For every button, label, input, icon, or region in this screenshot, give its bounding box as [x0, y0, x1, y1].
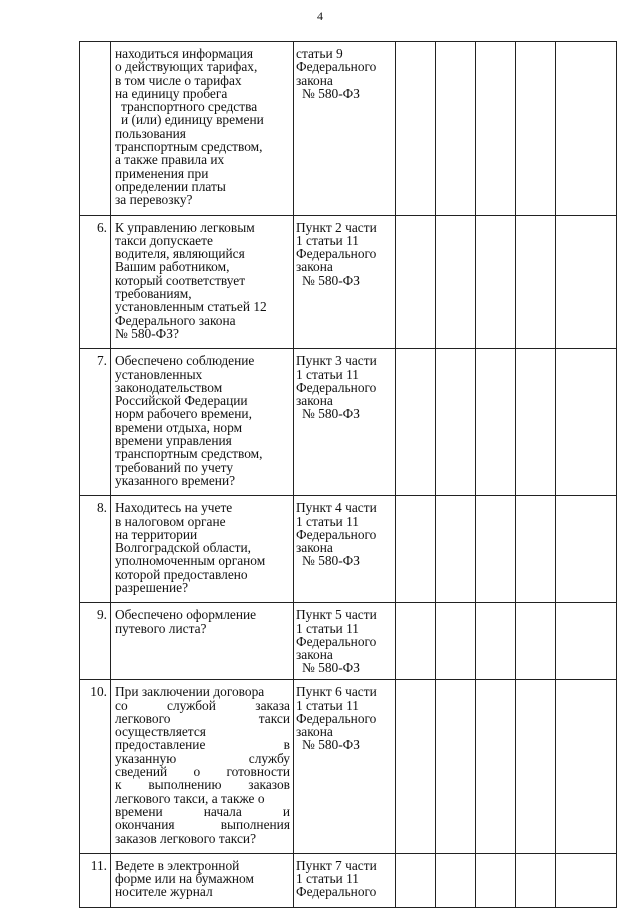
question-line: легкового такси [115, 710, 290, 726]
reference-line: закона [296, 259, 333, 275]
question-line: При заключении договора [115, 684, 265, 700]
reference-line: закона [296, 647, 333, 663]
reference-line: Пункт 5 части [296, 607, 377, 623]
question-line: со службой заказа [115, 697, 290, 713]
question-line: заказов легкового такси? [115, 830, 257, 846]
reference-line: Федерального [296, 59, 377, 75]
question-line: которой предоставлено [115, 566, 248, 582]
reference-line: Федерального [296, 246, 377, 262]
checklist-table [79, 41, 617, 908]
reference-line: 1 статьи 11 [296, 871, 359, 887]
answer-cell [396, 853, 436, 907]
answer-cell [516, 853, 556, 907]
question-line: Находитесь на учете [115, 500, 233, 516]
question-line: установленным статьей 12 [115, 299, 267, 315]
reference-line: № 580-ФЗ [302, 85, 360, 101]
reference-line: № 580-ФЗ [302, 406, 360, 422]
question-line: транспортным средством, [115, 139, 263, 155]
question-line: находиться информация [115, 46, 254, 61]
answer-cell [396, 496, 436, 603]
question-line: осуществляется [115, 724, 206, 740]
question-line: Федерального закона [115, 312, 236, 328]
question-cell [111, 680, 294, 854]
reference-line: 1 статьи 11 [296, 232, 359, 248]
table-row [80, 680, 617, 854]
question-line: уполномоченным органом [115, 553, 266, 569]
answer-cell [516, 680, 556, 854]
legal-reference-cell [294, 496, 396, 603]
question-cell [111, 215, 294, 349]
answer-cell [516, 496, 556, 603]
table-row [80, 215, 617, 349]
reference-line: Пункт 4 части [296, 500, 377, 516]
row-number: 11. [80, 853, 111, 907]
question-line: применения при [115, 165, 209, 181]
question-line: Вашим работником, [115, 259, 230, 275]
answer-cell [516, 215, 556, 349]
reference-line: Пункт 2 части [296, 219, 377, 235]
legal-reference-cell [294, 680, 396, 854]
row-number: 9. [80, 603, 111, 680]
question-line: на единицу пробега [115, 85, 228, 101]
reference-line: закона [296, 540, 333, 556]
question-line: времени начала и [115, 803, 290, 819]
answer-cell [556, 680, 617, 854]
reference-line: Федерального [296, 633, 377, 649]
question-line: указанного времени? [115, 472, 236, 488]
question-line: требований по учету [115, 459, 234, 475]
legal-reference-cell [294, 603, 396, 680]
legal-reference-cell [294, 349, 396, 496]
answer-cell [516, 603, 556, 680]
reference-line: закона [296, 724, 333, 740]
legal-reference-cell [294, 42, 396, 216]
row-number: 6. [80, 215, 111, 349]
reference-line: 1 статьи 11 [296, 366, 359, 382]
answer-cell [556, 603, 617, 680]
reference-line: Пункт 7 части [296, 857, 377, 873]
reference-line: закона [296, 393, 333, 409]
answer-cell [396, 680, 436, 854]
question-cell [111, 603, 294, 680]
answer-cell [436, 349, 476, 496]
reference-line: статьи 9 [296, 46, 343, 61]
answer-cell [396, 349, 436, 496]
answer-cell [396, 215, 436, 349]
question-line: времени управления [115, 433, 232, 449]
question-line: Обеспечено оформление [115, 607, 257, 623]
answer-cell [516, 42, 556, 216]
reference-line: Федерального [296, 710, 377, 726]
reference-line: № 580-ФЗ [302, 272, 360, 288]
answer-cell [556, 215, 617, 349]
reference-line: № 580-ФЗ [302, 737, 360, 753]
table-row [80, 496, 617, 603]
answer-cell [396, 603, 436, 680]
answer-cell [396, 42, 436, 216]
row-number: 10. [80, 680, 111, 854]
page-number: 4 [317, 9, 323, 23]
question-cell [111, 853, 294, 907]
answer-cell [476, 42, 516, 216]
answer-cell [436, 215, 476, 349]
question-line: указанную службу [115, 750, 290, 766]
question-line: сведений о готовности [115, 764, 290, 780]
answer-cell [436, 853, 476, 907]
question-line: путевого листа? [115, 620, 207, 636]
answer-cell [556, 349, 617, 496]
question-line: форме или на бумажном [115, 871, 254, 887]
reference-line: 1 статьи 11 [296, 620, 359, 636]
reference-line: Федерального [296, 379, 377, 395]
question-line: Обеспечено соблюдение [115, 353, 255, 369]
question-line: к выполнению заказов [115, 777, 290, 793]
reference-line: 1 статьи 11 [296, 513, 359, 529]
legal-reference-cell [294, 853, 396, 907]
reference-line: № 580-ФЗ [302, 553, 360, 569]
question-line: транспортным средством, [115, 446, 263, 462]
question-line: окончания выполнения [115, 817, 290, 833]
answer-cell [436, 496, 476, 603]
question-line: водителя, являющийся [115, 246, 245, 262]
answer-cell [476, 215, 516, 349]
question-line: за перевозку? [115, 192, 193, 208]
reference-line: Федерального [296, 526, 377, 542]
question-line: времени отдыха, норм [115, 419, 243, 435]
answer-cell [476, 603, 516, 680]
question-line: требованиям, [115, 286, 192, 302]
table-row [80, 853, 617, 907]
reference-line: 1 статьи 11 [296, 697, 359, 713]
row-number: 8. [80, 496, 111, 603]
answer-cell [556, 496, 617, 603]
question-line: в том числе о тарифах [115, 72, 242, 88]
reference-line: № 580-ФЗ [302, 660, 360, 676]
answer-cell [436, 603, 476, 680]
question-line: Российской Федерации [115, 393, 248, 409]
reference-line: Федерального [296, 884, 377, 900]
question-line: определении платы [115, 178, 226, 194]
question-line: законодательством [115, 379, 223, 395]
question-line: в налоговом органе [115, 513, 226, 529]
table-row [80, 349, 617, 496]
question-cell [111, 349, 294, 496]
question-line: пользования [115, 125, 186, 141]
row-number: 7. [80, 349, 111, 496]
reference-line: закона [296, 72, 333, 88]
question-line: К управлению легковым [115, 219, 255, 235]
answer-cell [476, 496, 516, 603]
answer-cell [476, 853, 516, 907]
question-cell [111, 496, 294, 603]
question-line: № 580-ФЗ? [115, 325, 179, 341]
question-line: носителе журнал [115, 884, 213, 900]
question-line: такси допускаете [115, 232, 213, 248]
question-line: а также правила их [115, 152, 225, 168]
question-line: норм рабочего времени, [115, 406, 252, 422]
table-row [80, 42, 617, 216]
answer-cell [436, 42, 476, 216]
answer-cell [556, 42, 617, 216]
question-line: транспортного средства [121, 99, 258, 115]
answer-cell [556, 853, 617, 907]
row-number [80, 42, 111, 216]
question-line: и (или) единицу времени [121, 112, 264, 128]
question-line: предоставление в [115, 737, 290, 753]
question-line: Ведете в электронной [115, 857, 240, 873]
legal-reference-cell [294, 215, 396, 349]
question-line: который соответствует [115, 272, 246, 288]
question-line: Волгоградской области, [115, 540, 252, 556]
reference-line: Пункт 3 части [296, 353, 377, 369]
answer-cell [436, 680, 476, 854]
reference-line: Пункт 6 части [296, 684, 377, 700]
question-line: легкового такси, а также о [115, 790, 265, 806]
question-line: разрешение? [115, 579, 189, 595]
answer-cell [476, 349, 516, 496]
question-line: о действующих тарифах, [115, 59, 258, 75]
table-row [80, 603, 617, 680]
answer-cell [516, 349, 556, 496]
answer-cell [476, 680, 516, 854]
question-line: на территории [115, 526, 198, 542]
question-cell [111, 42, 294, 216]
question-line: установленных [115, 366, 203, 382]
